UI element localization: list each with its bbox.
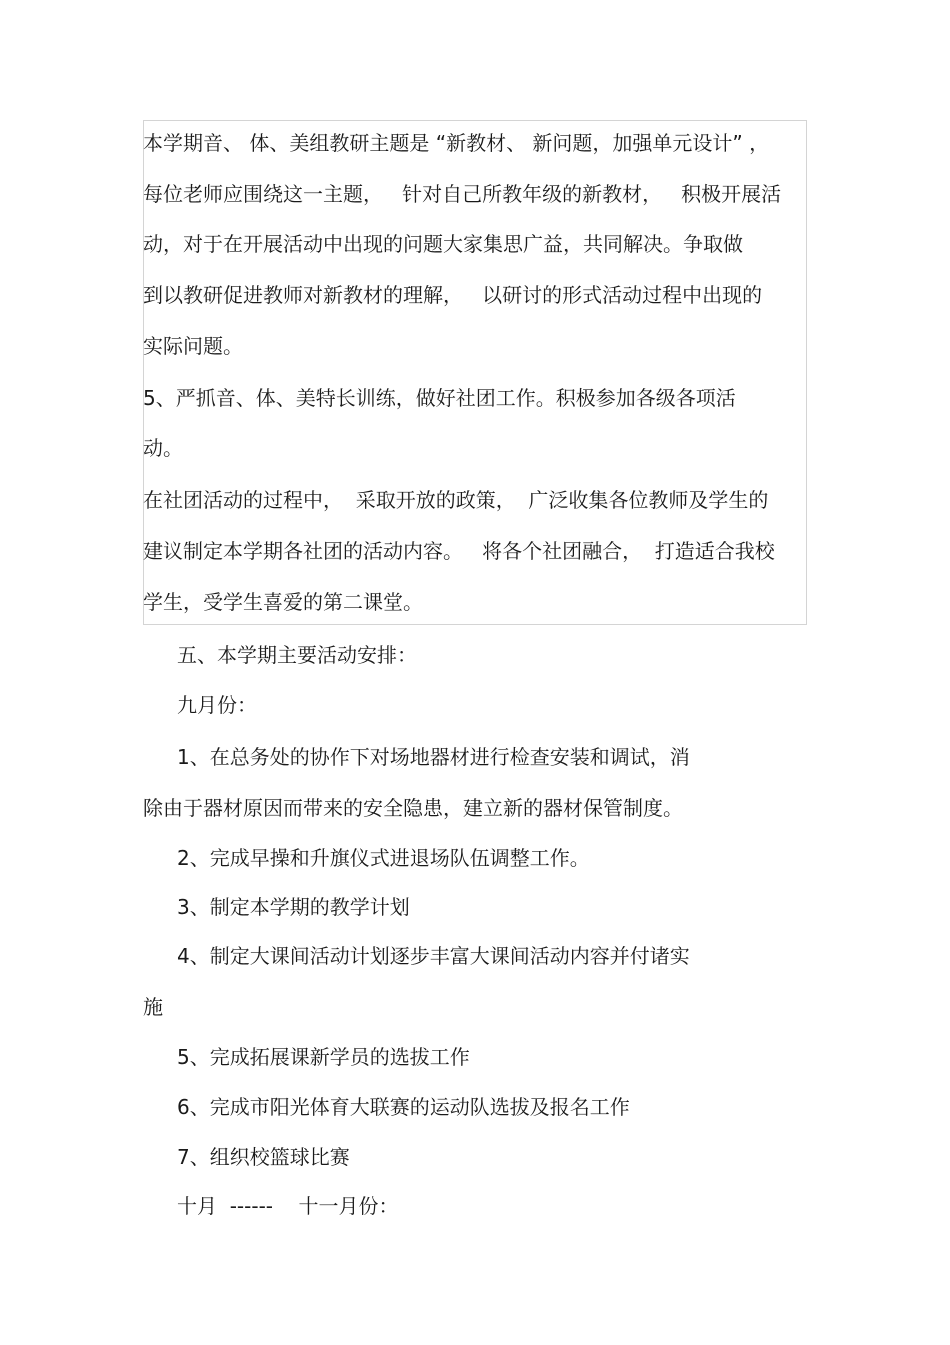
paragraph-line: 动，对于在开展活动中出现的问题大家集思广益，共同解决。争取做	[143, 232, 743, 256]
month-heading: 九月份：	[177, 693, 257, 717]
list-item: 3、制定本学期的教学计划	[177, 895, 410, 919]
list-item: 6、完成市阳光体育大联赛的运动队选拔及报名工作	[177, 1095, 630, 1119]
paragraph-line: 建议制定本学期各社团的活动内容。 将各个社团融合， 打造适合我校	[143, 539, 775, 563]
paragraph-line: 每位老师应围绕这一主题， 针对自己所教年级的新教材， 积极开展活	[143, 182, 782, 206]
list-item: 4、制定大课间活动计划逐步丰富大课间活动内容并付诸实	[177, 944, 690, 968]
list-item: 1、在总务处的协作下对场地器材进行检查安装和调试，消	[177, 745, 690, 769]
paragraph-line: 5、严抓音、体、美特长训练，做好社团工作。积极参加各级各项活	[143, 386, 736, 410]
list-item: 5、完成拓展课新学员的选拔工作	[177, 1045, 470, 1069]
paragraph-line: 本学期音、 体、美组教研主题是 “新教材、 新问题，加强单元设计” ，	[143, 131, 770, 155]
paragraph-line: 在社团活动的过程中， 采取开放的政策， 广泛收集各位教师及学生的	[143, 488, 769, 512]
section-heading: 五、本学期主要活动安排：	[177, 643, 417, 667]
list-item: 2、完成早操和升旗仪式进退场队伍调整工作。	[177, 846, 590, 870]
paragraph-line: 到以教研促进教师对新教材的理解， 以研讨的形式活动过程中出现的	[143, 283, 763, 307]
paragraph-line: 动。	[143, 436, 183, 460]
paragraph-line: 实际问题。	[143, 334, 243, 358]
paragraph-line: 学生，受学生喜爱的第二课堂。	[143, 590, 423, 614]
list-item-continuation: 施	[143, 995, 163, 1019]
month-heading: 十月 ------ 十一月份：	[177, 1194, 399, 1218]
list-item: 7、组织校篮球比赛	[177, 1145, 350, 1169]
list-item-continuation: 除由于器材原因而带来的安全隐患，建立新的器材保管制度。	[143, 796, 683, 820]
